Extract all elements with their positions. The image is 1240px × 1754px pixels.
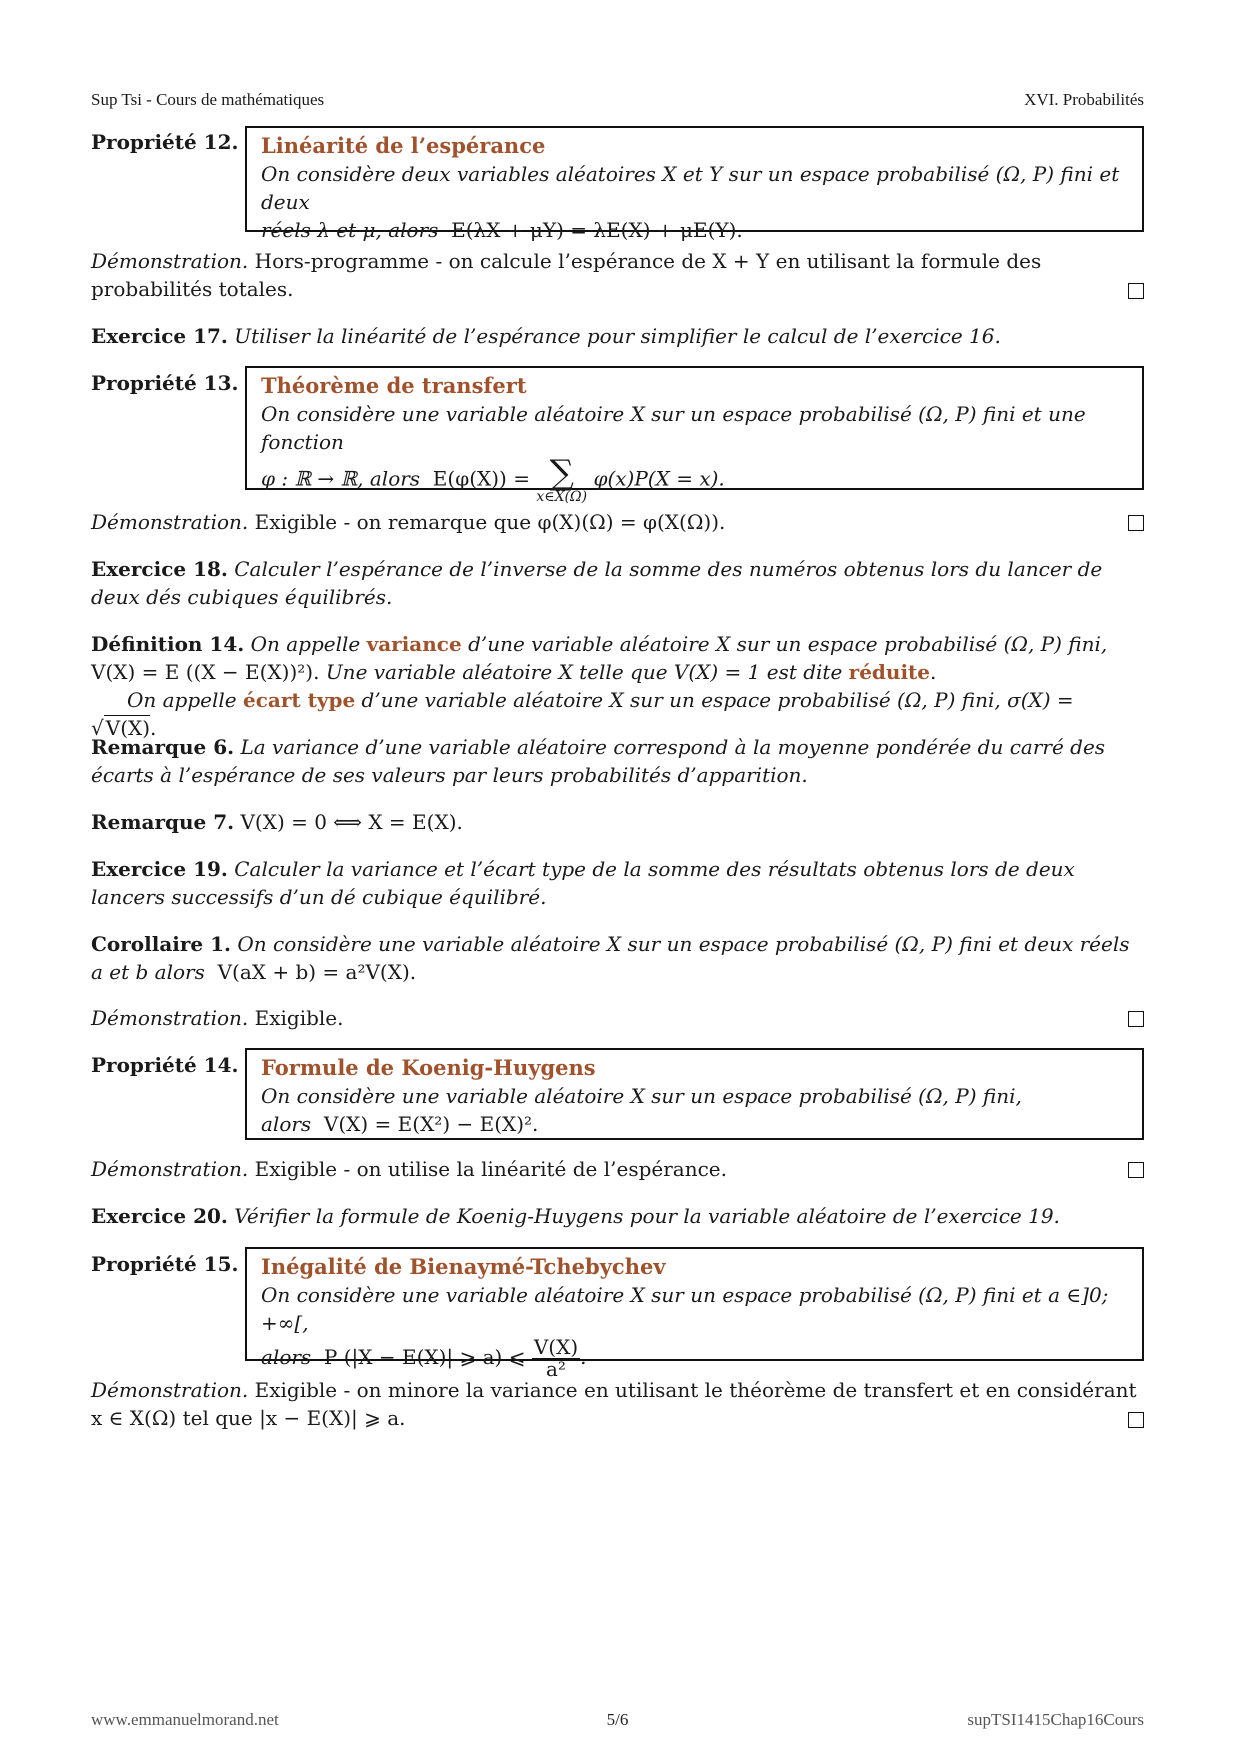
qed-square-icon [1128,283,1144,299]
term-reduite: réduite [848,660,931,684]
demonstration-15: Démonstration. Exigible - on minore la variance en utilisant le théorème de transfert et en considérant x ∈ X(Ω) tel que |x − E(X)| ⩾ a. [91,1376,1144,1432]
remark-7: Remarque 7. V(X) = 0 ⟺ X = E(X). [91,810,463,834]
exercise-19: Exercice 19. Calculer la variance et l’écart type de la somme des résultats obtenus lors de deux lancers successifs d’un dé cubique équilibré. [91,857,1075,909]
property-14: Propriété 14. [91,1053,239,1077]
demonstration-label: Démonstration. [91,249,249,273]
corollary-1: Corollaire 1. On considère une variable aléatoire X sur un espace probabilisé (Ω, P) fini et deux réels a et b alors V(aX + b) = a²V(X). [91,932,1130,984]
term-ecart-type: écart type [243,688,356,712]
header-chapter: XVI. Probabilités [1024,90,1144,109]
exercise-20: Exercice 20. Vérifier la formule de Koenig-Huygens pour la variable aléatoire de l’exercice 19. [91,1204,1060,1228]
demonstration-text: Hors-programme - on calcule l’espérance de X + Y en utilisant la formule des probabilités totales. [91,249,1042,301]
property-label: Propriété 12. [91,130,239,154]
definition-14: Définition 14. On appelle variance d’une variable aléatoire X sur un espace probabilisé (Ω, P) fini, V(X) = E ((X − E(X))²). Une variable aléatoire X telle que V(X) = 1 est dite réduite. On appelle écart type d’une variable aléatoire X sur un espace probabilisé (Ω, P) fini, σ(X) = √ V(X). [91,632,1108,740]
property-13: Propriété 13. [91,371,239,395]
demonstration-14: Démonstration. Exigible - on utilise la linéarité de l’espérance. [91,1155,1144,1183]
demonstration-corollary-1: Démonstration. Exigible. [91,1004,1144,1032]
exercise-18: Exercice 18. Calculer l’espérance de l’inverse de la somme des numéros obtenus lors du lancer de deux dés cubiques équilibrés. [91,557,1103,609]
term-variance: variance [366,632,462,656]
qed-square-icon [1128,1412,1144,1428]
demonstration-12 [91,247,1144,303]
exercise-17: Exercice 17. Utiliser la linéarité de l’espérance pour simplifier le calcul de l’exercice 16. [91,324,1001,348]
property-13-box: Théorème de transfert On considère une variable aléatoire X sur un espace probabilisé (Ω, P) fini et une fonction φ : ℝ → ℝ, alors E(φ(X)) = ∑ x∈X(Ω) φ(x)P(X = x). [245,366,1144,490]
fraction: $\frac{V(X)}{\text{a²}}$ [533,1335,579,1381]
qed-square-icon [1128,515,1144,531]
property-14-box: Formule de Koenig-Huygens On considère une variable aléatoire X sur un espace probabilisé (Ω, P) fini, alors V(X) = E(X²) − E(X)². [245,1048,1144,1140]
property-12-box [245,126,1144,242]
page-header [91,90,1144,110]
sum-symbol: ∑ x∈X(Ω) [536,453,588,505]
qed-square-icon [1128,1011,1144,1027]
header-course: Sup Tsi - Cours de mathématiques [91,90,325,109]
property-title: Linéarité de l’espérance [261,133,546,158]
qed-square-icon [1128,1162,1144,1178]
remark-6: Remarque 6. La variance d’une variable aléatoire correspond à la moyenne pondérée du carré des écarts à l’espérance de ses valeurs par leurs probabilités d’apparition. [91,735,1106,787]
footer-document-id: supTSI1415Chap16Cours [967,1710,1144,1729]
demonstration-13: Démonstration. Exigible - on remarque que φ(X)(Ω) = φ(X(Ω)). [91,508,1144,536]
page-number: 5/6 [606,1710,629,1729]
property-15: Propriété 15. [91,1252,239,1276]
property-statement: On considère deux variables aléatoires X et Y sur un espace probabilisé (Ω, P) fini et deux réels λ et μ, alors E(λX + μY) = λE(X) + μE(Y). [261,162,1120,242]
page-footer [91,1710,1144,1730]
footer-website-link[interactable]: www.emmanuelmorand.net [91,1710,279,1729]
property-15-box: Inégalité de Bienaymé-Tchebychev On considère une variable aléatoire X sur un espace probabilisé (Ω, P) fini et a ∈]0; +∞[, alors P (|X − E(X)| ⩾ a) ⩽ $\frac{V(X)}{\text{a²}}$ . [245,1247,1144,1361]
